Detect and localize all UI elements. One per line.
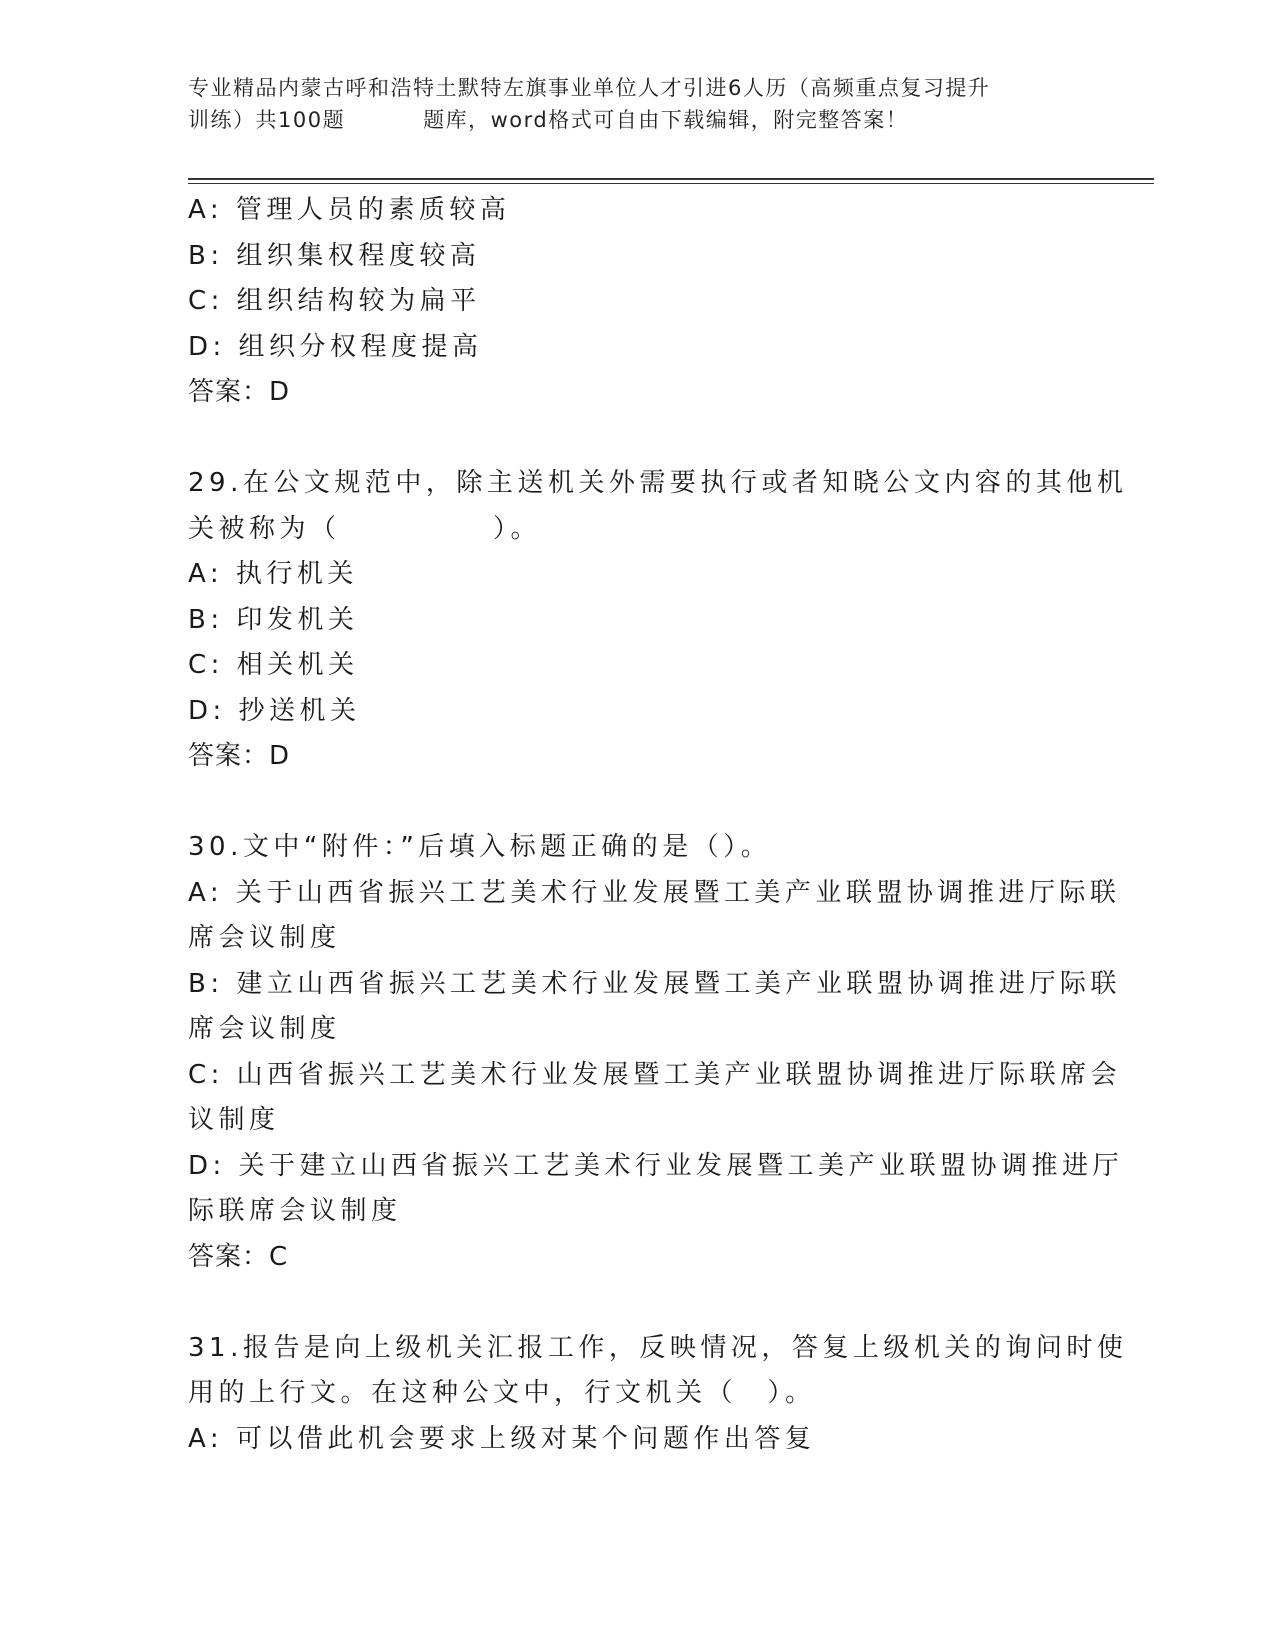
question-stem: 31.报告是向上级机关汇报工作，反映情况，答复上级机关的询问时使	[188, 1332, 1128, 1363]
header-title-line-2-left: 训练）共100题	[188, 108, 346, 132]
question-stem: 用的上行文。在这种公文中，行文机关（ ）。	[188, 1378, 816, 1408]
header-title-line-2-right: 题库，word格式可自由下载编辑，附完整答案！	[423, 108, 909, 132]
question-content	[188, 188, 1128, 1462]
question-stem: 30.文中“附件：”后填入标题正确的是（）。	[188, 832, 772, 862]
answer-label: 答案：D	[188, 741, 291, 771]
option-b: B: 印发机关	[188, 604, 359, 635]
answer-label: 答案：D	[188, 377, 291, 407]
option-c: C: 山西省振兴工艺美术行业发展暨工美产业联盟协调推进厅际联席会	[188, 1059, 1122, 1090]
spacer	[188, 416, 1078, 462]
option-c-continued: 议制度	[188, 1105, 280, 1135]
option-b-continued: 席会议制度	[188, 1014, 341, 1044]
option-a: A: 管理人员的素质较高	[188, 195, 511, 225]
spacer	[188, 780, 1078, 826]
option-d: D: 组织分权程度提高	[188, 331, 483, 362]
spacer	[188, 1280, 1078, 1326]
option-d: D: 关于建立山西省振兴工艺美术行业发展暨工美产业联盟协调推进厅	[188, 1150, 1124, 1181]
header-divider-thin	[188, 183, 1154, 184]
option-c: C: 组织结构较为扁平	[188, 286, 481, 316]
option-a-continued: 席会议制度	[188, 923, 341, 953]
question-stem: 关被称为（ ）。	[188, 513, 542, 544]
option-b: B: 建立山西省振兴工艺美术行业发展暨工美产业联盟协调推进厅际联	[188, 968, 1121, 999]
question-31	[188, 1326, 1128, 1463]
question-stem: 29.在公文规范中，除主送机关外需要执行或者知晓公文内容的其他机	[188, 468, 1128, 498]
option-b: B: 组织集权程度较高	[188, 240, 481, 271]
header-title-line-1: 专业精品内蒙古呼和浩特土默特左旗事业单位人才引进6人历（高频重点复习提升	[188, 76, 991, 100]
answer-label: 答案：C	[188, 1241, 289, 1272]
document-header	[188, 72, 1088, 136]
option-d-continued: 际联席会议制度	[188, 1196, 402, 1226]
option-a: A: 关于山西省振兴工艺美术行业发展暨工美产业联盟协调推进厅际联	[188, 877, 1121, 908]
header-title-line-2	[188, 104, 1088, 136]
option-a: A: 可以借此机会要求上级对某个问题作出答复	[188, 1423, 816, 1454]
header-divider-thick	[188, 178, 1154, 180]
question-30	[188, 825, 1124, 1280]
question-29	[188, 461, 1128, 780]
option-a: A: 执行机关	[188, 559, 358, 589]
option-c: C: 相关机关	[188, 650, 359, 680]
question-28-continued	[188, 188, 1078, 416]
option-d: D: 抄送机关	[188, 695, 361, 726]
